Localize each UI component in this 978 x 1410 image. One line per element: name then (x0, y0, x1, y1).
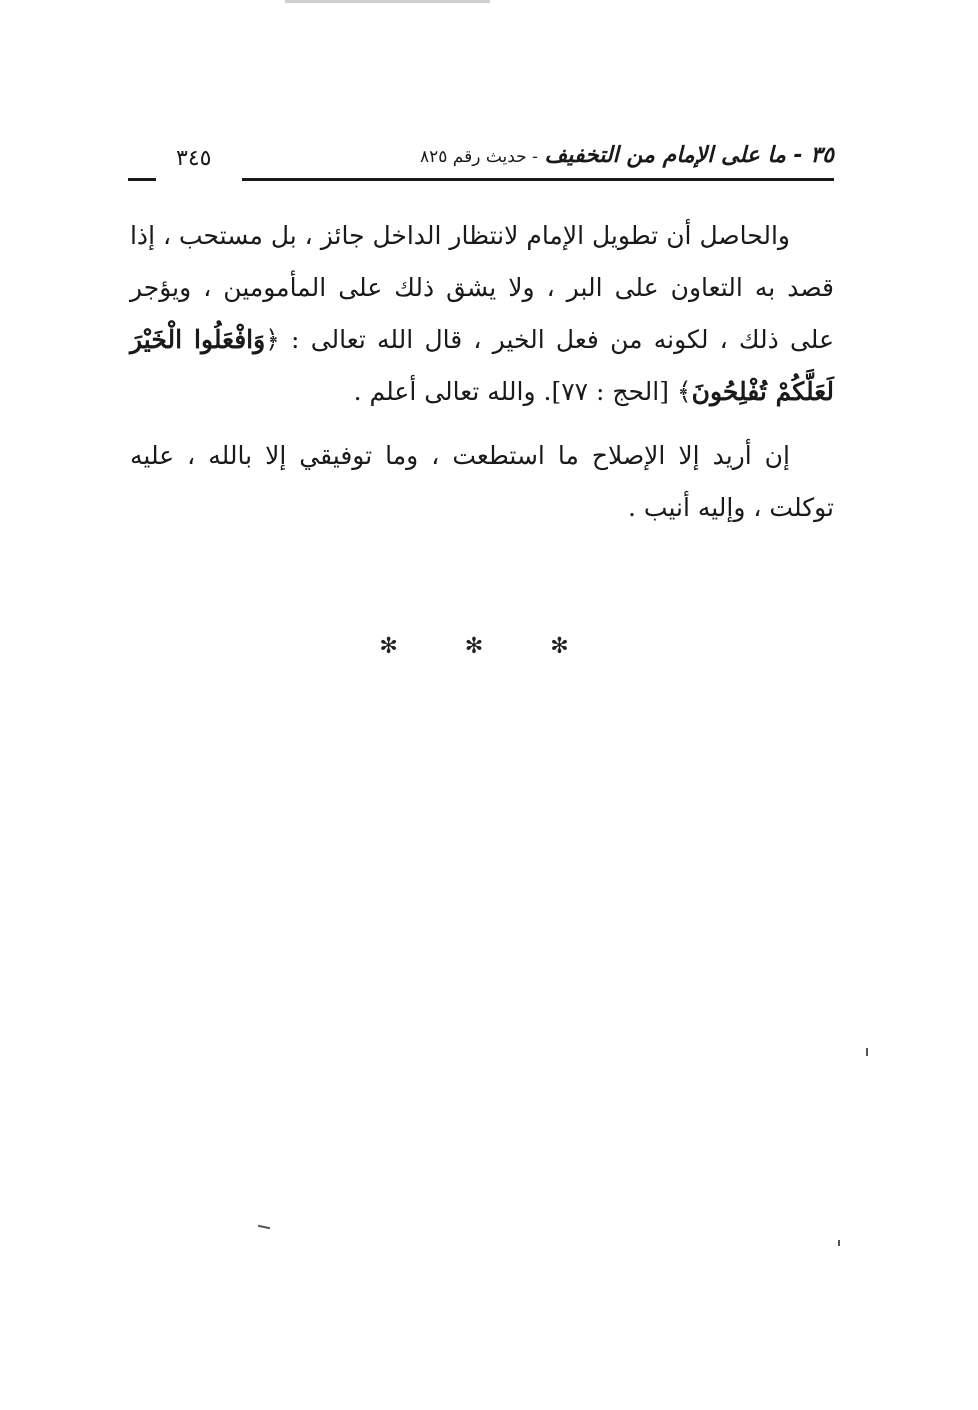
paragraph-2: إن أريد إلا الإصلاح ما استطعت ، وما توفيقي إلا بالله ، عليه توكلت ، وإليه أنيب . (130, 441, 834, 522)
main-text (130, 210, 834, 546)
header-rule-short (128, 178, 156, 181)
paragraph-1 (130, 210, 834, 418)
header-rule (242, 178, 834, 181)
paragraph-1-citation: ﴾ [الحج : ٧٧]. والله تعالى أعلم . (353, 377, 692, 406)
scan-speck (258, 1225, 270, 1229)
scan-speck (866, 1048, 868, 1056)
scan-speck (838, 1240, 840, 1246)
running-title (420, 140, 834, 172)
quran-verse: وَافْعَلُوا الْخَيْرَ لَعَلَّكُمْ تُفْلِحُونَ (130, 325, 834, 406)
paragraph-1-text: والحاصل أن تطويل الإمام لانتظار الداخل جائز ، بل مستحب ، إذا قصد به التعاون على البر ، ولا يشق ذلك على المأمومين ، ويؤجر على ذلك ، لكونه من فعل الخير ، قال الله تعالى : ﴿ (129, 221, 834, 354)
section-separator: ✻ ✻ ✻ (379, 634, 599, 659)
page-header (128, 138, 834, 184)
top-edge-rule (285, 0, 490, 3)
page-number: ٣٤٥ (176, 146, 212, 171)
chapter-title: ٣٥ - ما على الإمام من التخفيف (544, 143, 834, 168)
hadith-reference: - حديث رقم ٨٢٥ (419, 147, 538, 167)
